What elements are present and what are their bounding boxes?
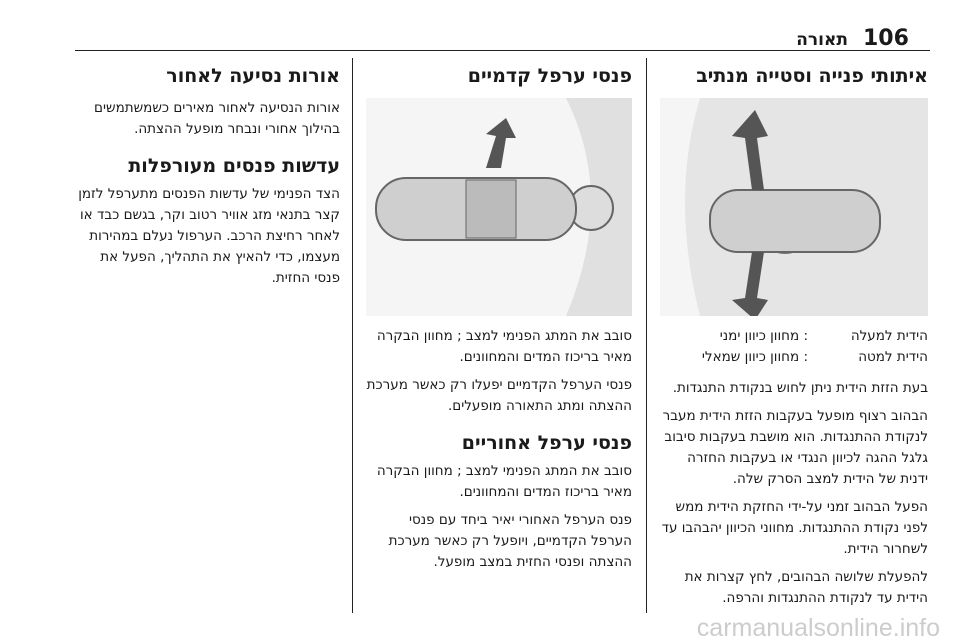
paragraph: בעת הזזת הידית ניתן לחוש בנקודת התנגדות. bbox=[672, 380, 928, 396]
paragraph: סובב את המתג הפנימי למצב ; מחוון הבקרה מאיר בריכוז המדים והמחוונים. bbox=[376, 328, 632, 365]
lever-up-desc: מחוון כיוון ימני bbox=[719, 328, 800, 344]
header-rule bbox=[75, 50, 930, 51]
column-reversing-lights bbox=[78, 58, 340, 296]
column-turn-signals bbox=[660, 58, 928, 616]
turn-signals-heading: איתותי פנייה וסטייה מנתיב bbox=[696, 65, 928, 87]
front-fog-heading: פנסי ערפל קדמיים bbox=[467, 65, 632, 87]
page-header bbox=[0, 0, 960, 51]
lever-up-row: הידית למעלה : מחוון כיוון ימני bbox=[660, 326, 928, 347]
misted-lenses-heading: עדשות פנסים מעורפלות bbox=[128, 155, 340, 177]
lever-down-row: הידית למטה : מחוון כיוון שמאלי bbox=[660, 347, 928, 368]
paragraph: פנס הערפל האחורי יאיר ביחד עם פנסי הערפל הקדמיים, ויופעל רק כאשר מערכת ההצתה ופנסי החזית במצב מופעל. bbox=[388, 512, 632, 570]
paragraph: הבהוב רצוף מופעל בעקבות הזזת הידית מעבר לנקודת ההתנגדות. הוא מושבת בעקבות סיבוב גלגל ההגה לכיוון הנגדי או בעקבות החזרה ידנית של הידית למצב הסרק שלה. bbox=[662, 408, 928, 487]
paragraph: הצד הפנימי של עדשות הפנסים מתערפל לזמן קצר בתנאי מזג אוויר רטוב וקר, בגשם כבד או לאחר רחיצת הרכב. הערפול נעלם במהירות מעצמו, כדי להאיץ את התהליך, הפעל את פנסי החזית. bbox=[78, 186, 340, 286]
turn-signal-lever-figure bbox=[660, 98, 928, 316]
column-divider bbox=[352, 58, 353, 613]
lever-down-label: הידית למטה bbox=[858, 349, 928, 365]
section-title: תאורה bbox=[796, 30, 848, 50]
watermark: carmanualsonline.info bbox=[696, 614, 940, 642]
paragraph: להפעלת שלושה הבהובים, לחץ קצרות את הידית עד לנקודת ההתנגדות והרפה. bbox=[684, 569, 928, 606]
lever-up-label: הידית למעלה bbox=[850, 328, 928, 344]
paragraph: סובב את המתג הפנימי למצב ; מחוון הבקרה מאיר בריכוז המדים והמחוונים. bbox=[376, 463, 632, 500]
column-fog-lights bbox=[366, 58, 632, 580]
column-divider bbox=[646, 58, 647, 613]
page-number: 106 bbox=[863, 26, 909, 51]
paragraph: פנסי הערפל הקדמיים יפעלו רק כאשר מערכת ההצתה ומתג התאורה מופעלים. bbox=[366, 377, 632, 414]
rear-fog-heading: פנסי ערפל אחוריים bbox=[461, 432, 632, 454]
fog-light-switch-figure bbox=[366, 98, 632, 316]
paragraph: הפעל הבהוב זמני על-ידי החזקת הידית ממש לפני נקודת ההתנגדות. מחווני הכיוון יהבהבו עד לשחרור הידית. bbox=[661, 499, 928, 557]
paragraph: אורות הנסיעה לאחור מאירים כשמשתמשים בהילוך אחורי ונבחר מופעל ההצתה. bbox=[94, 100, 340, 137]
lever-down-desc: מחוון כיוון שמאלי bbox=[701, 349, 800, 365]
reversing-lights-heading: אורות נסיעה לאחור bbox=[166, 65, 340, 87]
